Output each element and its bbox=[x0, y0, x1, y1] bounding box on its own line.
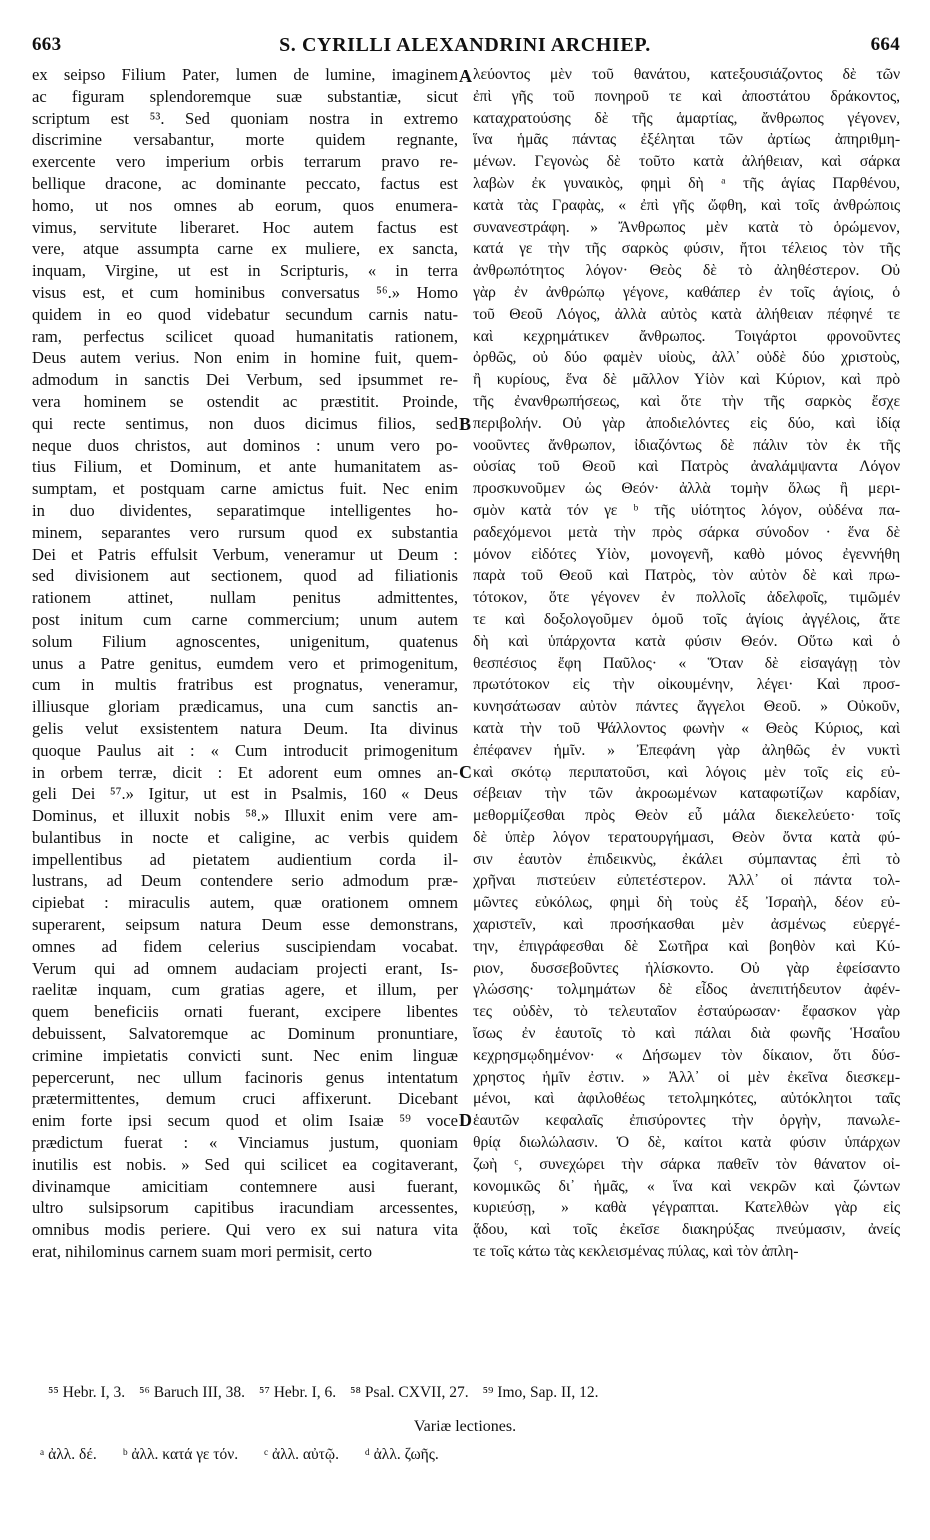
greek-line: σμὸν κατὰ τόν γε ᵇ τῆς υἱότητος λόγον, οὐδένα πα- bbox=[473, 501, 900, 519]
latin-line: cipiebat : miraculis autem, quæ orationem omnem bbox=[32, 893, 458, 913]
greek-line: μόνον εἰδότες Υἱὸν, μονογενῆ, καθὸ μόνος ἐγεννήθη bbox=[473, 545, 900, 563]
latin-line: inutilis est nobis. » Sed qui scilicet ea cogitaverant, bbox=[32, 1154, 458, 1174]
variae-lectiones-title: Variæ lectiones. bbox=[413, 1418, 517, 1435]
greek-line: οὐσίας τοῦ Θεοῦ καὶ Πατρὸς ἀναλάμψαντα Λόγον bbox=[473, 458, 900, 476]
latin-line: in duo dividentes, separatimque intelligentes ho- bbox=[32, 500, 458, 520]
latin-line: scriptum est ⁵³. Sed quoniam nostra in extremo bbox=[32, 108, 458, 128]
latin-line: tius Filium, et Dominum, et ante humanitatem as- bbox=[32, 457, 458, 477]
greek-line: τότοκον, ὅτε γέγονεν ἐν πολλοῖς ἀδελφοῖς, τιμῶμέν bbox=[473, 589, 900, 607]
greek-line: ἢ κυρίους, ἕνα δὲ μᾶλλον Υἱὸν καὶ Κύριον, καὶ πρὸ bbox=[473, 371, 900, 389]
footnote: ⁵⁵ Hebr. I, 3. bbox=[48, 1384, 126, 1401]
greek-line: ἵνα ἡμᾶς πάντας ἐξέληται τῶν ἀρτίως ἀπηριθμη- bbox=[473, 131, 900, 149]
latin-line: visus est, et cum hominibus conversatus ⁵⁶.» Homo bbox=[32, 282, 458, 302]
greek-line: κατά γε τὴν τῆς σαρκὸς φύσιν, ἤτοι τέλειος τὸν τῆς bbox=[473, 240, 900, 258]
latin-line: sumptam, et postquam carne amictus fuit. Nec enim bbox=[32, 479, 458, 499]
latin-line: inquam, Virgine, ut est in Scripturis, « in terra bbox=[32, 261, 458, 281]
greek-line: ἴσως ἐν ἑαυτοῖς τὸ καὶ πάλαι διὰ φωνῆς Ἡσαΐου bbox=[473, 1025, 900, 1043]
greek-line: τοῦ Θεοῦ Λόγος, ἀλλὰ αὐτὸς κατὰ ἀλήθειαν πέφηνέ τε bbox=[473, 305, 900, 323]
latin-line: prædictum fuerat : « Vinciamus justum, quoniam bbox=[32, 1133, 458, 1153]
greek-line: ζωὴ ᶜ, συνεχώρει τὴν σάρκα παθεῖν τὸν θάνατον οἰ- bbox=[473, 1155, 900, 1173]
greek-line: δὴ καὶ ὑπάρχοντα κατὰ φύσιν Θεόν. Οὕτω καὶ ὁ bbox=[473, 632, 900, 650]
greek-line: μῶντες εὐκόλως, φημὶ δὴ τοὺς ἐξ Ἰσραὴλ, δέον εὐ- bbox=[473, 894, 900, 912]
greek-line: τες οὐδὲν, τὸ τελευταῖον ἐσταύρωσαν· ἔφασκον γὰρ bbox=[473, 1003, 900, 1021]
greek-line: κονομικῶς δι᾽ ἡμᾶς, « ἵνα καὶ νεκρῶν καὶ ζώντων bbox=[473, 1177, 900, 1195]
latin-line: omnes ad fidem celerius suscipiendam vocabat. bbox=[32, 936, 458, 956]
latin-line: rationem attinet, nullam penitus admittentes, bbox=[32, 588, 458, 608]
greek-line: θρίᾳ διωλώλασιν. Ὁ δὲ, καίτοι κατὰ φύσιν ὑπάρχων bbox=[473, 1134, 900, 1152]
latin-line: admodum in sanctis Dei Verbum, sed ipsummet re- bbox=[32, 370, 458, 390]
margin-letter-b: B bbox=[459, 414, 472, 434]
greek-line: τε καὶ δοξολογοῦμεν ὁμοῦ τοῖς ἁγίοις ἀγγέλοις, ἅτε bbox=[473, 610, 900, 628]
latin-line: vimus, servitute liberaret. Hoc autem factus est bbox=[32, 217, 458, 237]
greek-line: καταχρατούσης δὲ τῆς ἁμαρτίας, ἄνθρωπος γέγονεν, bbox=[473, 109, 900, 127]
greek-line: ραδεχόμενοι μετὰ τὴν πρὸς σάρκα σύνοδον · ἕνα δὲ bbox=[473, 523, 900, 541]
greek-line: καὶ κεχρημάτικεν ἄνθρωπος. Τοιγάρτοι φρονοῦντες bbox=[473, 327, 900, 345]
latin-line: discrimine versabantur, morte quidem regnante, bbox=[32, 130, 458, 150]
latin-column bbox=[32, 64, 458, 1263]
greek-line: συνανεστράφη. » Ἄνθρωπος μὲν κατὰ τὸ ὁρώμενον, bbox=[473, 218, 900, 236]
margin-letter-c: C bbox=[459, 762, 472, 782]
footnote: ⁵⁹ Imo, Sap. II, 12. bbox=[482, 1384, 599, 1401]
greek-line: σέβειαν τὴν τῶν ἀκροωμένων καταφωτίζων καρδίαν, bbox=[473, 785, 900, 803]
greek-line: δὲ ὑπὲρ λόγον τερατουργήμασι, Θεὸν ὄντα κατὰ φύ- bbox=[473, 828, 900, 846]
greek-line: πρωτότοκον εἰς τὴν οἰκουμένην, λέγει· Καὶ προσ- bbox=[473, 676, 900, 694]
variant-reading: ᶜ ἀλλ. αὐτῷ. bbox=[264, 1446, 339, 1463]
latin-line: solum Filium agnoscentes, unigenitum, quatenus bbox=[32, 631, 458, 651]
latin-line: quoque Paulus ait : « Cum introducit primogenitum bbox=[32, 740, 458, 760]
latin-line: lustrans, ad Deum contendere serio admodum præ- bbox=[32, 871, 458, 891]
running-title: S. CYRILLI ALEXANDRINI ARCHIEP. bbox=[279, 34, 651, 56]
greek-line: τε τοῖς κάτω τὰς κεκλεισμένας πύλας, καὶ τὸν ἀπλη- bbox=[473, 1243, 799, 1261]
footnote: ⁵⁸ Psal. CXVII, 27. bbox=[350, 1384, 469, 1401]
latin-line: ex seipso Filium Pater, lumen de lumine, imaginem bbox=[32, 65, 458, 84]
greek-line: γὰρ ἐν ἀνθρώπῳ γέγονε, καθάπερ ἐν τοῖς ἁγίοις, ὁ bbox=[473, 283, 900, 301]
latin-line: divinamque amicitiam contemnere ausi fuerant, bbox=[32, 1176, 458, 1196]
latin-line: vere, atque assumpta carne ex muliere, ex sancta, bbox=[32, 239, 458, 259]
latin-line: bulantibus in nocte et caligine, ac verbis quidem bbox=[32, 827, 458, 847]
greek-column bbox=[473, 64, 900, 1263]
greek-line: σιν ἑαυτὸν ἐπιδεικνὺς, ἐκάλει σύμπαντας ἐπὶ τὸ bbox=[473, 850, 900, 868]
greek-line: λεύοντος μὲν τοῦ θανάτου, κατεξουσιάζοντος δὲ τῶν bbox=[473, 66, 900, 83]
latin-line: raelitæ inquam, cum gratias agere, et illum, per bbox=[32, 980, 458, 1000]
variant-reading: ᵃ ἀλλ. δέ. bbox=[40, 1446, 97, 1463]
latin-line: exercente vero imperium orbis terrarum pravo re- bbox=[32, 152, 458, 172]
greek-line: τῆς ἐνανθρωπήσεως, καὶ ὅτε τὴν τῆς σαρκὸς ἔσχε bbox=[473, 392, 900, 410]
greek-line: παρὰ τοῦ Θεοῦ καὶ Πατρὸς, τὸν αὐτὸν δὲ καὶ πρω- bbox=[473, 567, 900, 585]
latin-line: Verum qui ad omnem audaciam projecti erant, Is- bbox=[32, 958, 458, 978]
greek-line: γλώσσης· τολμημάτων δὲ εἶδος ἀνεπιτήδευτον ἀφέν- bbox=[473, 981, 900, 999]
greek-line: χρῆναι πιστεύειν εὐπετέστερον. Ἀλλ᾽ οἱ πάντα τολ- bbox=[473, 872, 900, 890]
greek-line: κυριεύσῃ, » καθὰ γέγραπται. Κατελθὼν γὰρ εἰς bbox=[473, 1199, 900, 1217]
greek-line: κατὰ τὰς Γραφὰς, « ἐπὶ γῆς ὤφθη, καὶ τοῖς ἀνθρώποις bbox=[473, 196, 900, 214]
variant-reading: ᵈ ἀλλ. ζωῆς. bbox=[364, 1446, 439, 1463]
greek-line: μένοι, καὶ ἀφιλοθέως τετολμηκότες, αὐτόκλητοι ταῖς bbox=[473, 1090, 900, 1108]
latin-line: qui recte sentimus, non duos dicimus filios, sed bbox=[32, 413, 458, 433]
latin-line: Dominus, et illuxit nobis ⁵⁸.» Illuxit enim vere am- bbox=[32, 806, 458, 826]
latin-line: unus a Patre genitus, eumdem vero et primogenitum, bbox=[32, 653, 458, 673]
latin-line: bellique dracone, ac dominante peccato, factus est bbox=[32, 173, 458, 193]
latin-line: debuissent, Salvatoremque ac Dominum pronuntiare, bbox=[32, 1024, 458, 1044]
variae-lectiones bbox=[40, 1446, 465, 1464]
footnote: ⁵⁶ Baruch III, 38. bbox=[139, 1384, 246, 1401]
latin-line: pepercerunt, nec ullum facinoris genus intentatum bbox=[32, 1067, 458, 1087]
greek-line: χρηστος ἡμῖν ἐστιν. » Ἀλλ᾽ οἱ μὲν ἐκεῖνα διεσκεμ- bbox=[473, 1068, 900, 1086]
latin-line: ac figuram splendoremque suæ substantiæ, sicut bbox=[32, 86, 458, 106]
latin-line: enim forte ipsi secum quod et olim Isaiæ ⁵⁹ voce bbox=[32, 1111, 458, 1131]
footnotes bbox=[48, 1384, 612, 1402]
variant-reading: ᵇ ἀλλ. κατά γε τόν. bbox=[122, 1446, 239, 1463]
latin-line: crimine impietatis convicti sunt. Nec enim linguæ bbox=[32, 1045, 458, 1065]
greek-line: προσκυνοῦμεν ὡς Θεόν· ἀλλὰ τομὴν ὅλως ἢ μερι- bbox=[473, 480, 900, 498]
latin-line: homo, ut nos omnes ab eorum, quos enumera- bbox=[32, 195, 458, 215]
latin-line: superarent, seipsum natura Deum esse demonstrans, bbox=[32, 915, 458, 935]
latin-line: neque duos christos, aut dominos : unum vero po- bbox=[32, 435, 458, 455]
latin-line: quem beneficiis ornati fuerant, excipere libentes bbox=[32, 1002, 458, 1022]
greek-line: ἑαυτῶν κεφαλαῖς ἐπισύροντες τὴν ὀργὴν, πανωλε- bbox=[473, 1112, 900, 1130]
latin-line: ram, perfectus scilicet quoad humanitatis rationem, bbox=[32, 326, 458, 346]
greek-line: μεθορμίζεσθαι πρὸς Θεὸν εὖ μάλα διεκελεύετο· τοῖς bbox=[473, 807, 900, 825]
latin-line: Dei et Patris effulsit Verbum, veneramur ut Deum : bbox=[32, 544, 458, 564]
latin-line: impellentibus ad pietatem audientium corda il- bbox=[32, 849, 458, 869]
latin-line: minem, separantes vero rursum quod ex substantia bbox=[32, 522, 458, 542]
latin-line: ultro sulsipsorum capitibus iracundiam arcessentes, bbox=[32, 1198, 458, 1218]
margin-letter-a: A bbox=[459, 66, 472, 86]
greek-line: θεσπέσιος ἔφη Παῦλος· « Ὅταν δὲ εἰσαγάγῃ τὸν bbox=[473, 654, 900, 672]
latin-line: geli Dei ⁵⁷.» Igitur, ut est in Psalmis, 160 « Deus bbox=[32, 784, 458, 804]
page-number-right: 664 bbox=[870, 34, 900, 55]
greek-line: καὶ σκότῳ περιπατοῦσι, καὶ λόγοις μὲν τοῖς εἰς εὐ- bbox=[473, 763, 900, 781]
greek-line: ἐπέφανεν ἡμῖν. » Ἐπεφάνη γὰρ ἀληθῶς ἐν νυκτὶ bbox=[473, 741, 900, 759]
latin-line: vera hominem se ostendit ac præstitit. Proinde, bbox=[32, 391, 458, 411]
latin-line: erat, nihilominus carnem suam mori permisit, certo bbox=[32, 1242, 373, 1262]
greek-line: ἀνθρωπότητος λόγον· Θεὸς δὲ τὸ ἀληθέστερον. Οὐ bbox=[473, 262, 900, 280]
latin-line: omnibus modis periere. Qui vero ex sui natura vita bbox=[32, 1220, 458, 1240]
greek-line: περιβολήν. Οὐ γὰρ ἀποδιελόντες εἰς δύο, καὶ ἰδίᾳ bbox=[473, 414, 900, 432]
greek-line: κεχρησμῳδημένον· « Δήσωμεν τὸν δίκαιον, ὅτι δύσ- bbox=[473, 1046, 900, 1064]
greek-line: χαριστεῖν, καὶ προσήκασθαι μὲν ἀσμένως εὐεργέ- bbox=[473, 916, 900, 934]
greek-line: μένων. Γεγονὼς δὲ τοῦτο κατὰ ἀλήθειαν, καὶ σάρκα bbox=[473, 153, 900, 171]
latin-line: gelis velut exsistentem natura Deum. Ita divinus bbox=[32, 718, 458, 738]
latin-line: post initum cum carne commercium; unum autem bbox=[32, 609, 458, 629]
latin-line: in orbem terræ, dicit : Et adorent eum omnes an- bbox=[32, 762, 458, 782]
latin-line: sed divisionem aut sectionem, quod ad filiationis bbox=[32, 566, 458, 586]
latin-line: cum in multis fratribus est prognatus, veneramur, bbox=[32, 675, 458, 695]
footnote: ⁵⁷ Hebr. I, 6. bbox=[259, 1384, 337, 1401]
greek-line: ᾅδου, καὶ τοῖς ἐκεῖσε διακηρύξας πνεύμασιν, ἀνείς bbox=[473, 1221, 900, 1239]
latin-line: Deus autem verius. Non enim in homine fuit, quem- bbox=[32, 348, 458, 368]
greek-line: ἐπὶ γῆς τοῦ πονηροῦ τε καὶ ἀποστάτου δράκοντος, bbox=[473, 87, 900, 105]
latin-line: prætermittentes, demum cruci affixerunt. Dicebant bbox=[32, 1089, 458, 1109]
greek-line: νοοῦντες ἄνθρωπον, ἰδιαζόντως δὲ πάλιν τὸν ἐκ τῆς bbox=[473, 436, 900, 454]
greek-line: ριον, δυσσεβοῦντες ἡλίσκοντο. Οὐ γὰρ ἐφείσαντο bbox=[473, 959, 900, 977]
latin-line: illiusque gloriam prædicamus, una cum sanctis an- bbox=[32, 697, 458, 717]
margin-letter-d: D bbox=[459, 1110, 472, 1130]
greek-line: κυνησάτωσαν αὐτὸν πάντες ἄγγελοι Θεοῦ. » Οὐκοῦν, bbox=[473, 698, 900, 716]
page-number-left: 663 bbox=[32, 34, 62, 55]
greek-line: κατὰ τὴν τοῦ Ψάλλοντος φωνὴν « Θεὸς Κύριος, καὶ bbox=[473, 719, 900, 737]
greek-line: την, ἐπιγράφεσθαι δὲ Σωτῆρα καὶ βοηθὸν καὶ Κύ- bbox=[473, 937, 900, 955]
greek-line: λαβὼν ἐκ γυναικὸς, φημὶ δὴ ᵃ τῆς ἁγίας Παρθένου, bbox=[473, 174, 900, 192]
greek-line: ὀρθῶς, οὐ δύο φαμὲν υἱοὺς, ἀλλ᾽ οὐδὲ δύο χριστοὺς, bbox=[473, 349, 900, 367]
latin-line: quidem in eo quod videbatur secundum carnis natu- bbox=[32, 304, 458, 324]
